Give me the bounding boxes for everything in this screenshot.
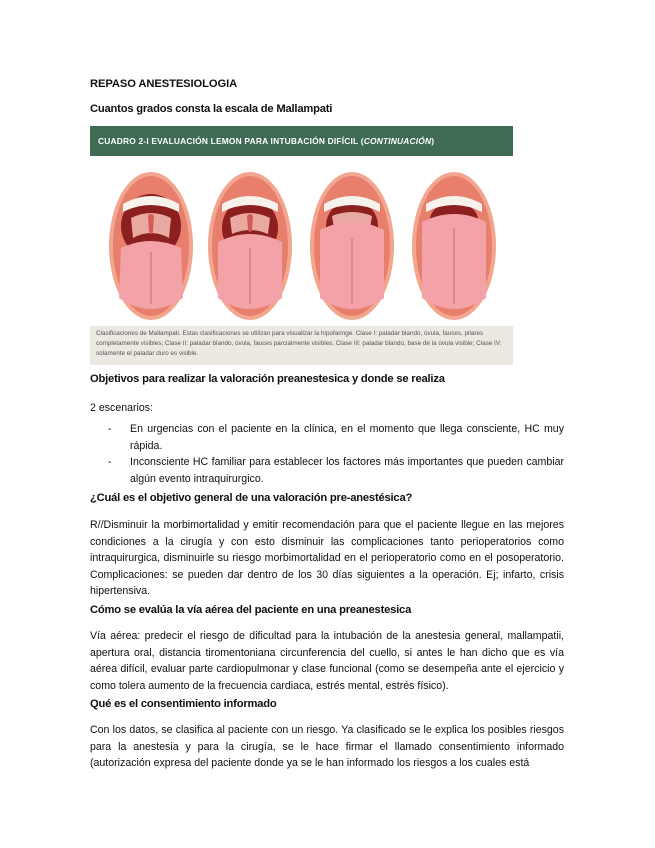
mallampati-class-2-illustration xyxy=(206,168,294,324)
question-airway: Cómo se evalúa la vía aérea del paciente en una preanestesica xyxy=(90,604,412,616)
paragraph-consent: Con los datos, se clasifica al paciente con un riesgo. Ya clasificado se le explica los posibles riesgos para la anestesia y para la cirugía, se le hace firmar el llamado consentimiento informado (autorización expresa del paciente donde ya se le han informado los riesgos a los cuales está xyxy=(90,724,564,769)
paragraph-general-objective: R//Disminuir la morbimortalidad y emitir recomendación para que el paciente llegue en las mejores condiciones a la cirugía y con esto disminuir las complicaciones tanto perioperatorios como intraquirurgica, disminuirle su riesgo morbimortalidad en el perioperatorio como en el posoperatorio. Complicaciones: se pueden dar dentro de los 30 días siguientes a la operación. Ej; infarto, crisis hipertensiva. xyxy=(90,519,564,597)
paragraph-scenarios: 2 escenarios: xyxy=(90,402,154,414)
question-consent: Qué es el consentimiento informado xyxy=(90,698,277,710)
list-item: - En urgencias con el paciente en la clínica, en el momento que llega consciente, HC muy rápida. xyxy=(108,423,564,452)
question-general-objective: ¿Cuál es el objetivo general de una valoración pre-anestésica? xyxy=(90,492,413,504)
list-item: - Inconsciente HC familiar para establecer los factores más importantes que pueden cambiar algún evento intraquirurgico. xyxy=(108,456,564,485)
figure-caption: Clasificaciones de Mallampati. Estas clasificaciones se utilizan para visualizar la hipofaringe. Clase I: paladar blando, úvula, fauces, pilares completamente visibles; Clase II: paladar blando, úvula, fauces parcialmente visibles; Clase III: paladar blando, base de la úvula visible; Clase IV: solamente el paladar duro es visible. xyxy=(96,330,502,358)
mallampati-class-1-illustration xyxy=(107,168,195,324)
document-title: REPASO ANESTESIOLOGIA xyxy=(90,78,238,90)
paragraph-airway: Vía aérea: predecir el riesgo de dificultad para la intubación de la anestesia general, mallampatii, apertura oral, distancia tiromentoniana circunferencia del cuello, si antes le han dicho que es vía aérea difícil, evaluar parte cardiopulmonar y clase funcional (como se desempeña ante el ejercicio y como tolera aumento de la frecuencia cardiaca, estrés mental, estrés físico). xyxy=(90,630,564,692)
figure-header: CUADRO 2-I EVALUACIÓN LEMON PARA INTUBACIÓN DIFÍCIL (CONTINUACIÓN) xyxy=(90,126,513,156)
figure-illustration xyxy=(90,156,513,326)
scenario-list xyxy=(108,421,564,487)
mallampati-class-4-illustration xyxy=(410,168,498,324)
mallampati-figure xyxy=(90,126,513,365)
mallampati-class-3-illustration xyxy=(308,168,396,324)
question-objectives: Objetivos para realizar la valoración preanestesica y donde se realiza xyxy=(90,373,445,385)
question-mallampati: Cuantos grados consta la escala de Mallampati xyxy=(90,103,333,115)
